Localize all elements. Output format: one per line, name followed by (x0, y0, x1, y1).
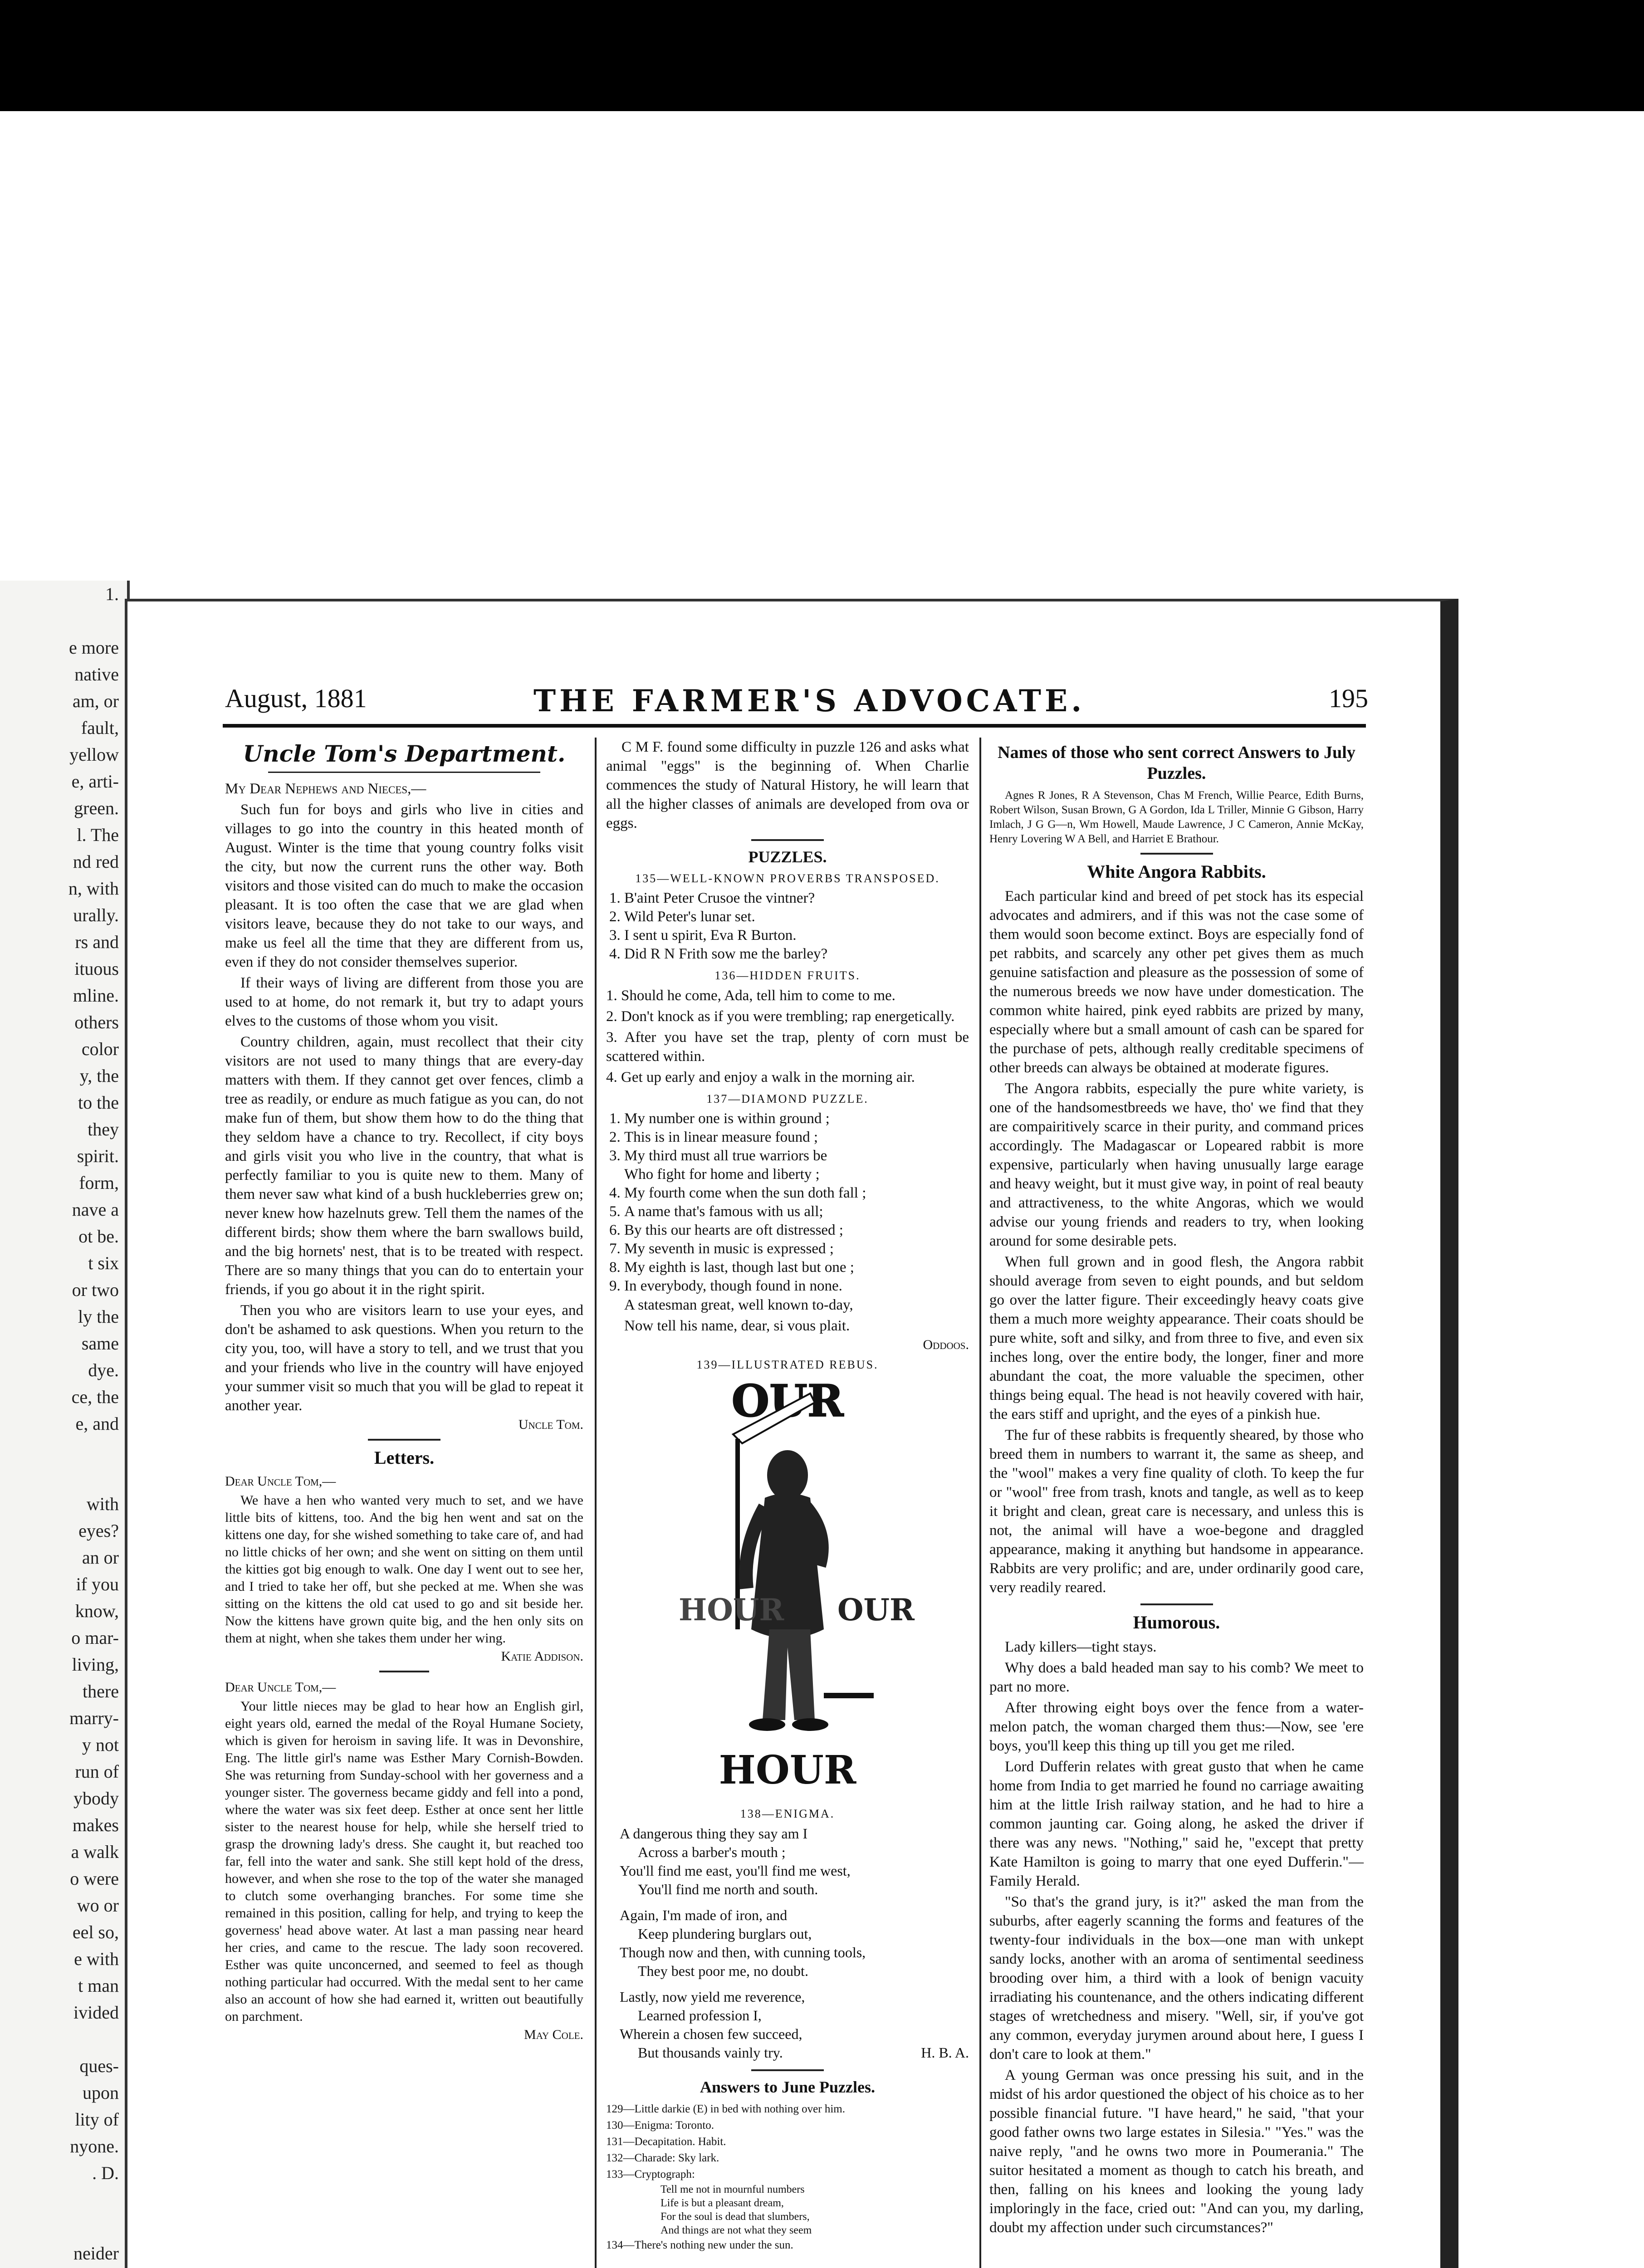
puzzle-item: 1. My number one is within ground ; (624, 1110, 969, 1128)
verse-line (620, 2043, 969, 2062)
figure-legs (763, 1629, 815, 1720)
paragraph: If their ways of living are different from those you are used to at home, do not remark it, but try to adapt yours elves to the customs of those whom you visit. (225, 975, 583, 1029)
left-page-line: o were (70, 1868, 119, 1889)
left-page-line: same (81, 1333, 119, 1354)
letter-salutation: Dear Uncle Tom,— (225, 1680, 336, 1695)
left-page-line: ot be. (78, 1226, 119, 1246)
section-rule (1140, 1603, 1213, 1605)
left-page-line: y, the (79, 1066, 119, 1086)
left-page-line: ivided (73, 2002, 119, 2023)
left-page-line: o mar- (71, 1628, 119, 1648)
letter-text: Your little nieces may be glad to hear how an English girl, eight years old, earned the medal of the Royal Humane Society, which is given for heroism in saving life. It was in Devonshire, Eng. The little girl's name was Esther Mary Cornish-Bowden. She was returning from Sunday-school with her governess and a younger sister. The governess became giddy and fell into a pond, where the water was six feet deep. Esther at once sent her little sister to the nearest house for help, while she herself tried to grasp the drowning lady's dress. She caught it, but reached too far, fell into the water and sank. She still kept hold of the dress, however, and when she rose to the top of the water she managed to clutch some overhanging branches. For some time she remained in this position, calling for help, and trying to keep the governess' head above water. At last a man passing near heard her cries, and came to the rescue. The lady soon recovered. Esther was quite unconcerned, and seemed to feel as though nothing particular had occurred. With the medal sent to her came also an account of how she had earned it, written out beautifully on parchment. (225, 1699, 583, 2024)
left-page-line: wo or (77, 1895, 119, 1916)
puzzle-item: 3. I sent u spirit, Eva R Burton. (624, 926, 969, 945)
cryptograph-verse (606, 2183, 969, 2237)
left-page-line: or two (72, 1280, 119, 1300)
puzzle-item: 5. A name that's famous with us all; (624, 1202, 969, 1221)
left-page-line: e, and (75, 1413, 119, 1434)
left-page-line: mline. (73, 985, 119, 1006)
section-rule (379, 1671, 429, 1672)
left-page-line: e more (69, 637, 119, 658)
puzzle-list (606, 1110, 969, 1295)
verse-line: Learned profession I, (638, 2007, 762, 2024)
letter-salutation: Dear Uncle Tom,— (225, 1474, 336, 1489)
names-list: Agnes R Jones, R A Stevenson, Chas M French, Willie Pearce, Edith Burns, Robert Wilson, Susan Brown, G A Gordon, Ida L Triller, Minnie G Gibson, Harry Imlach, J G G—n, Wm Howell, Maude Lawrence, J C Cameron, Annie McKay, Henry Lovering W A Bell, and Harriet E Brathour. (989, 789, 1364, 845)
left-page-line: others (74, 1012, 119, 1032)
answers-list (606, 2101, 969, 2183)
left-page-line: t six (88, 1253, 119, 1273)
left-page-line: they (88, 1119, 119, 1139)
paragraph: Lord Dufferin relates with great gusto that when he came home from India to get married he found no carriage awaiting him at the little Irish railway station, and he had to hire a common jaunting car. Going along, he asked the driver if there was any news. "Nothing," said he, "except that pretty Kate Hamilton is going to marry that one eyed Dufferin."—Family Herald. (989, 1759, 1364, 1889)
left-page-line: marry- (69, 1708, 119, 1728)
left-page-line: yellow (69, 744, 119, 765)
left-page-line (0, 2213, 127, 2240)
rebus-word-bottom: HOUR (719, 1747, 856, 1793)
left-page-line: native (74, 664, 119, 684)
puzzle-item: 2. This is in linear measure found ; (624, 1128, 969, 1147)
left-page-line: upon (83, 2082, 119, 2103)
puzzle-line: My third must all true warriors be (624, 1148, 827, 1164)
verse-line: You'll find me north and south. (638, 1881, 818, 1897)
puzzle-line: A statesman great, well known to-day, (624, 1297, 853, 1313)
verse-line: Wherein a chosen few succeed, (620, 2026, 802, 2042)
left-page-line: makes (72, 1815, 119, 1835)
verse-line: Life is but a pleasant dream, (661, 2197, 784, 2209)
left-page-line: run of (75, 1761, 119, 1782)
puzzle-caption: 139—ILLUSTRATED REBUS. (696, 1358, 879, 1371)
letter-text: We have a hen who wanted very much to set, and we have little bits of kittens, too. And the big hen went and sat on the kittens one day, for she wished something to take care of, and had no little chicks of her own; and she went on sitting on them until the kitties got big enough to walk. One day I went out to see her, and I tried to take her off, but she pecked at me. When she was sitting on the kittens the old cat used to go and sit beside her. Now the kittens have grown quite big, and the hen only sits on them at night, when she takes them under her wing. (225, 1493, 583, 1646)
rabbits-heading: White Angora Rabbits. (1087, 861, 1266, 882)
left-page-line: to the (78, 1092, 119, 1113)
puzzle-signature: Oddoos. (923, 1337, 969, 1352)
verse-line: They best poor me, no doubt. (638, 1963, 808, 1979)
enigma-stanza (620, 1988, 969, 2062)
answers-list (606, 2237, 969, 2253)
puzzle-item: 1. B'aint Peter Crusoe the vintner? (624, 889, 969, 908)
verse-line: Lastly, now yield me reverence, (620, 1989, 805, 2005)
left-page-line (0, 607, 127, 634)
puzzle-line: Who fight for home and liberty ; (624, 1166, 820, 1183)
section-rule (751, 2069, 824, 2071)
puzzle-list (606, 889, 969, 963)
puzzle-caption: 137—DIAMOND PUZZLE. (706, 1092, 869, 1105)
newspaper-page (125, 599, 1458, 2268)
puzzle-item: 2. Don't knock as if you were trembling; rap energetically. (606, 1008, 955, 1025)
rebus-word-left: HOUR (679, 1592, 784, 1628)
left-page-line: urally. (73, 905, 119, 925)
left-page-line: l. The (77, 825, 119, 845)
left-page-line: spirit. (77, 1146, 119, 1166)
left-page-line: am, or (72, 691, 119, 711)
left-page-line: eel so, (72, 1922, 119, 1942)
paragraph: Lady killers—tight stays. (1005, 1639, 1157, 1655)
section-rule (1140, 853, 1213, 855)
verse-line: Keep plundering burglars out, (638, 1926, 812, 1942)
paragraph: Why does a bald headed man say to his comb? We meet to part no more. (989, 1660, 1364, 1695)
page-number: 195 (1329, 684, 1368, 713)
left-page-line (0, 1437, 127, 1464)
puzzle-caption: 138—ENIGMA. (740, 1807, 835, 1820)
left-page-line: 1. (105, 584, 119, 604)
left-page-line: e with (74, 1949, 119, 1969)
left-page-line: ituous (74, 958, 119, 979)
puzzle-item: 7. My seventh in music is expressed ; (624, 1240, 969, 1258)
left-page-line: nave a (72, 1199, 119, 1220)
title-rule (268, 772, 540, 773)
verse-line: And things are not what they seem (661, 2224, 812, 2236)
left-page-line: an or (82, 1547, 119, 1568)
masthead-title: THE FARMER'S ADVOCATE. (533, 683, 1086, 719)
ground-line (824, 1693, 874, 1698)
verse-line: Though now and then, with cunning tools, (620, 1944, 866, 1960)
puzzles-heading: PUZZLES. (748, 848, 827, 866)
left-page-line: n, with (68, 878, 119, 899)
left-page-line: lity of (75, 2109, 119, 2130)
left-page-line: . D. (92, 2163, 119, 2183)
issue-date: August, 1881 (225, 684, 367, 713)
answer-item: 132—Charade: Sky lark. (606, 2152, 719, 2164)
left-page-line: living, (72, 1654, 119, 1675)
paragraph: After throwing eight boys over the fence from a water-melon patch, the woman charged them thus:—Now, see 'ere boys, you'll keep this thing up till you get me riled. (989, 1700, 1364, 1754)
verse-line: Across a barber's mouth ; (638, 1844, 786, 1860)
paragraph: Such fun for boys and girls who live in cities and villages to go into the country in this heated month of August. Winter is the time that young country folks visit the city, but now the current runs the other way. Both visitors and those visited can do much to make the occasion pleasant. It is too often the case that we are glad when visitors leave, because they do not take to our ways, and make us feel all the time that they are different from us, even if they do not consider themselves superior. (225, 802, 583, 970)
enigma-signature: H. B. A. (921, 2044, 969, 2061)
paragraph: When full grown and in good flesh, the Angora rabbit should average from seven to eight pounds, and but seldom go over the latter figure. Their exceedingly heavy coats give them a much more weighty appearance. Their coats should be pure white, soft and silky, and from three to five, and even six inches long, over the entire body, the longer, finer and more abundant the coat, the more valuable the specimen, other things being equal. The head is not heavily covered with hair, the ears stiff and upright, and the eyes of a pinkish hue. (989, 1254, 1364, 1422)
page-header (225, 683, 1368, 724)
column-divider (595, 738, 597, 2268)
left-page-line: there (83, 1681, 119, 1701)
salutation: My Dear Nephews and Nieces,— (225, 781, 426, 797)
left-page-line: rs and (75, 932, 119, 952)
intro-paragraph: C M F. found some difficulty in puzzle 126 and asks what animal "eggs" is the beginning of. When Charlie commences the study of Natural History, he will learn that all the higher classes of animals are developed from ova or eggs. (606, 739, 969, 831)
puzzle-line: Now tell his name, dear, si vous plait. (624, 1318, 850, 1334)
puzzle-item: 1. Should he come, Ada, tell him to come to me. (606, 987, 895, 1004)
answer-item: 133—Cryptograph: (606, 2168, 695, 2180)
puzzle-item (624, 1147, 969, 1184)
left-page-line: nd red (73, 851, 119, 872)
puzzle-item: 3. After you have set the trap, plenty of corn must be scattered within. (606, 1029, 969, 1065)
verse-line: A dangerous thing they say am I (620, 1825, 808, 1842)
verse-line: Tell me not in mournful numbers (661, 2184, 805, 2195)
left-page-line: y not (82, 1735, 119, 1755)
left-page-line: green. (74, 798, 119, 818)
paragraph: "So that's the grand jury, is it?" asked the man from the suburbs, after eagerly scanning the forms and features of the twenty-four individuals in the box—one man with unkept sandy locks, another with an aroma of sentimental seediness brooding over him, a third with a look of benign vacuity irradiating his countenance, and the others indicating different stages of wretchedness and misery. "Well, sir, if you've got any common, everyday jurymen around about here, I guess I don't care to look at them." (989, 1894, 1364, 2063)
figure-foot (749, 1718, 785, 1731)
signature: Uncle Tom. (518, 1417, 583, 1432)
verse-line: For the soul is dead that slumbers, (661, 2211, 810, 2223)
header-rule (223, 724, 1366, 728)
left-page-line: color (81, 1039, 119, 1059)
section-rule (368, 1439, 440, 1441)
rebus-figure (674, 1375, 915, 1802)
left-page-line: neider (73, 2243, 119, 2263)
puzzle-caption: 135—WELL-KNOWN PROVERBS TRANSPOSED. (635, 872, 940, 885)
scan-top-border (0, 0, 1644, 111)
left-page-line (0, 1464, 127, 1491)
left-page-line: if you (76, 1574, 119, 1594)
column-divider (979, 738, 981, 2268)
left-page-line: ques- (79, 2056, 119, 2076)
puzzle-item: 4. Did R N Frith sow me the barley? (624, 945, 969, 963)
left-page-line: a walk (71, 1842, 119, 1862)
letter-signature: Katie Addison. (501, 1649, 583, 1664)
rebus-word-right: OUR (837, 1592, 915, 1628)
department-title: Uncle Tom's Department. (243, 740, 566, 767)
letter-signature: May Cole. (524, 2027, 583, 2042)
paragraph: Country children, again, must recollect that their city visitors are not used to many things that are every-day matters with them. If they cannot get over fences, climb a tree as readily, or endure as much fatigue as you can, do not make fun of them, but show them how to do the thing that they seldom have a chance to try. Recollect, if city boys and girls visit you who live in the country, that what is perfectly familiar to you is quite new to them. Many of them never saw what kind of a bush huckleberries grew on; never knew how hazelnuts grew. Tell them the names of the different birds; show them where the barn swallows build, and the big hornets' nest, that is to be treated with respect. There are so many things that you can do to entertain your friends, if you go about it in the right spirit. (225, 1034, 583, 1298)
names-heading: Names of those who sent correct Answers to July Puzzles. (998, 743, 1355, 783)
left-page-line: ly the (78, 1306, 119, 1327)
answer-item: 129—Little darkie (E) in bed with nothing over him. (606, 2103, 845, 2115)
puzzle-item: 9. In everybody, though found in none. (624, 1277, 969, 1295)
left-page-line: fault, (81, 718, 119, 738)
left-page-line: ce, the (71, 1387, 119, 1407)
verse-text: But thousands vainly try. (638, 2044, 783, 2061)
left-page-line: t man (78, 1975, 119, 1996)
puzzle-caption: 136—HIDDEN FRUITS. (714, 969, 861, 982)
column-uncle-tom (225, 738, 583, 2268)
left-page-line: eyes? (78, 1520, 119, 1541)
puzzle-item: 4. My fourth come when the sun doth fall ; (624, 1184, 969, 1202)
left-page-line: form, (79, 1173, 119, 1193)
answer-item: 130—Enigma: Toronto. (606, 2119, 714, 2131)
verse-line: Again, I'm made of iron, and (620, 1907, 788, 1923)
paragraph: Then you who are visitors learn to use your eyes, and don't be ashamed to ask questions. When you return to the city you, too, will have a story to tell, and we trust that you and your friends who live in the country will have enjoyed your summer visit so much that you will be glad to repeat it another year. (225, 1302, 583, 1414)
puzzle-item: 8. My eighth is last, though last but one ; (624, 1258, 969, 1277)
left-page-line: ybody (73, 1788, 119, 1809)
column-rabbits-humorous (989, 738, 1364, 2268)
answer-item: 131—Decapitation. Habit. (606, 2136, 726, 2148)
enigma-stanza (620, 1906, 969, 1980)
humorous-heading: Humorous. (1133, 1612, 1220, 1633)
left-page-line: nyone. (70, 2136, 119, 2156)
answers-heading: Answers to June Puzzles. (700, 2078, 875, 2096)
column-puzzles (606, 738, 969, 2268)
left-page-line (0, 2026, 127, 2053)
left-page-line: dye. (88, 1360, 119, 1380)
figure-head (767, 1450, 808, 1500)
left-page-line: e, arti- (71, 771, 119, 792)
paragraph: A young German was once pressing his suit, and in the midst of his ardor questioned the object of his choice as to her possible financial future. "I have heard," he said, "that your good father owns two large estates in Silesia." "Yes." was the naive reply, "and he owns two more in Poumerania." The suitor hesitated a moment as though to catch his breath, and then, falling on his knees and looking the young lady imploringly in the face, cried out: "And can you, my darling, doubt my affection under such circumstances?" (989, 2067, 1364, 2236)
rebus-illustration (674, 1375, 915, 1802)
figure-foot (792, 1718, 828, 1731)
paragraph: The fur of these rabbits is frequently sheared, by those who breed them in numbers to warrant it, the same as sheep, and the "wool" makes a very fine quality of cloth. To keep the fur or "wool" free from trash, knots and tangle, as well as to keep it bright and clean, great care is necessary, and unless this is not, the animal will have a woe-begone and draggled appearance, making it anything but handsome in appearance. Rabbits are very prolific; and are, under ordinarily good care, very readily reared. (989, 1427, 1364, 1596)
left-page-line (0, 2186, 127, 2213)
section-rule (751, 839, 824, 841)
paragraph: Each particular kind and breed of pet stock has its especial advocates and admirers, and if this was not the case some of them would soon become extinct. Boys are especially fond of pet rabbits, and scarcely any other pet gives them as much genuine satisfaction and pleasure as the possession of some of the numerous breeds we now have under domestication. The common white haired, pink eyed rabbits are prized by many, especially where but a small amount of cash can be spared for the purchase of pets, although really creditable specimens of other breeds can always be obtained at moderate figures. (989, 888, 1364, 1076)
puzzle-item: 2. Wild Peter's lunar set. (624, 908, 969, 926)
paragraph: The Angora rabbits, especially the pure white variety, is one of the handsomestbreeds we have, tho' we find that they are compairitively scarce in their purity, and command prices accordingly. The Madagascar or Lopeared rabbit is more expensive, particularly when having unusually large earage and heavy weight, but it must give way, in point of real beauty and attractiveness, to the white Angoras, which we would advise our young friends and readers to try, when looking around for some desirable pets. (989, 1080, 1364, 1249)
puzzle-item: 6. By this our hearts are oft distressed ; (624, 1221, 969, 1240)
left-page-fragment (0, 581, 130, 2268)
left-page-line: know, (75, 1601, 119, 1621)
verse-line: You'll find me east, you'll find me west, (620, 1862, 851, 1879)
answer-item: 134—There's nothing new under the sun. (606, 2239, 793, 2251)
letters-heading: Letters. (374, 1447, 435, 1468)
enigma-stanza (620, 1824, 969, 1899)
left-page-line: with (86, 1494, 119, 1514)
puzzle-item: 4. Get up early and enjoy a walk in the morning air. (606, 1069, 915, 1085)
rebus-word-top: OUR (731, 1375, 844, 1427)
